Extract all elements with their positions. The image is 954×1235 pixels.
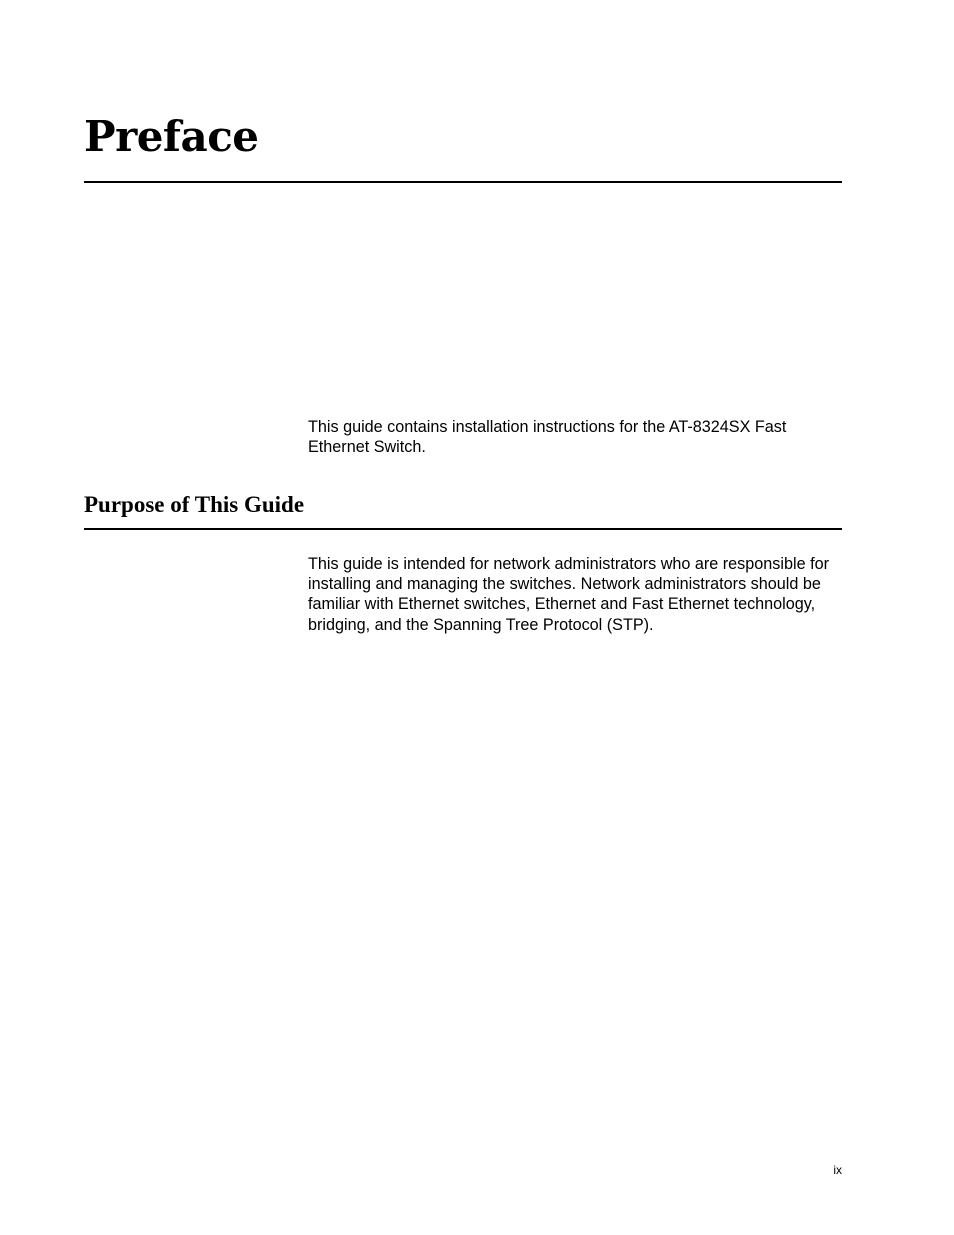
purpose-paragraph: This guide is intended for network administrators who are responsible for installing and managing the switches. Network administrators should be familiar with Ethernet switches, Ethernet and Fast Ethernet technology, bridging, and the Spanning Tree Protocol (STP).: [308, 555, 829, 634]
page-number: ix: [833, 1163, 842, 1177]
title-divider: [84, 181, 842, 183]
intro-paragraph: This guide contains installation instructions for the AT-8324SX Fast Ethernet Switch.: [308, 418, 787, 457]
section-divider: [84, 528, 842, 530]
chapter-title: Preface: [84, 112, 259, 161]
section-heading-purpose: Purpose of This Guide: [84, 492, 305, 517]
